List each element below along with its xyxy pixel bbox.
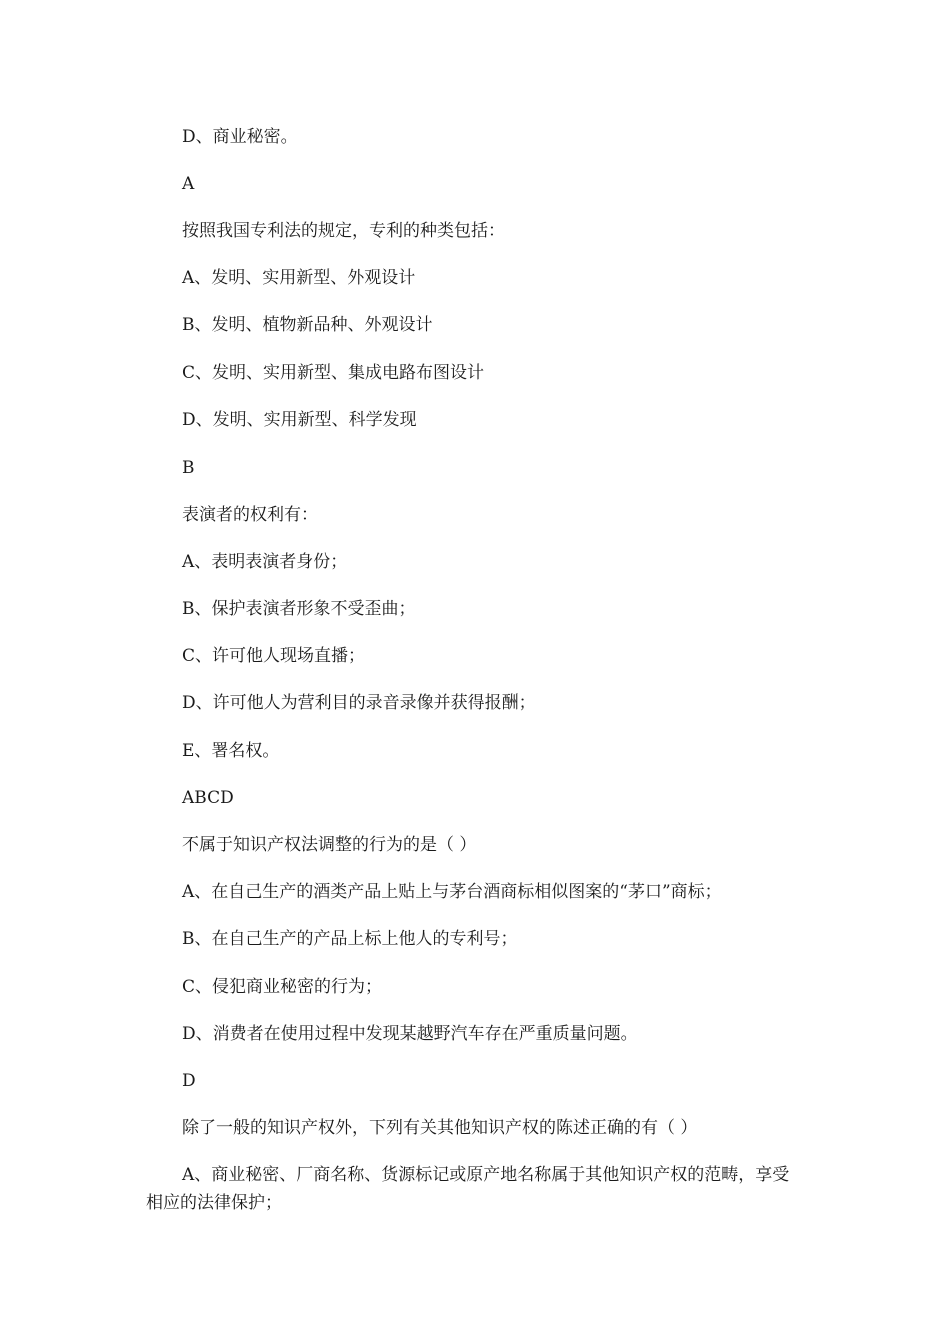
text-line: E、署名权。 bbox=[182, 741, 280, 761]
text-line: D、发明、实用新型、科学发现 bbox=[182, 410, 417, 430]
text-line: ABCD bbox=[182, 788, 234, 808]
text-line: A、发明、实用新型、外观设计 bbox=[182, 268, 416, 288]
text-line: A bbox=[182, 174, 195, 194]
text-line: C、许可他人现场直播； bbox=[182, 646, 366, 666]
text-line: D、消费者在使用过程中发现某越野汽车存在严重质量问题。 bbox=[182, 1024, 638, 1044]
text-line: B、发明、植物新品种、外观设计 bbox=[182, 315, 433, 335]
text-line: 表演者的权利有： bbox=[182, 505, 318, 525]
text-line: 按照我国专利法的规定，专利的种类包括： bbox=[182, 221, 505, 241]
text-paragraph: A、商业秘密、厂商名称、货源标记或原产地名称属于其他知识产权的范畴，享受相应的法律保护； bbox=[146, 1165, 790, 1213]
text-line: D bbox=[182, 1071, 196, 1091]
text-line: D、许可他人为营利目的录音录像并获得报酬； bbox=[182, 693, 536, 713]
text-line: D、商业秘密。 bbox=[182, 127, 298, 147]
text-line: C、发明、实用新型、集成电路布图设计 bbox=[182, 363, 485, 383]
text-line: 除了一般的知识产权外，下列有关其他知识产权的陈述正确的有（ ） bbox=[182, 1118, 698, 1138]
text-line: A、在自己生产的酒类产品上贴上与茅台酒商标相似图案的“茅口”商标； bbox=[182, 882, 722, 902]
text-line: B bbox=[182, 458, 195, 478]
text-line: A、表明表演者身份； bbox=[182, 552, 348, 572]
text-line: 不属于知识产权法调整的行为的是（ ） bbox=[182, 835, 477, 855]
text-line: C、侵犯商业秘密的行为； bbox=[182, 977, 383, 997]
text-line: B、保护表演者形象不受歪曲； bbox=[182, 599, 416, 619]
text-line: B、在自己生产的产品上标上他人的专利号； bbox=[182, 929, 518, 949]
